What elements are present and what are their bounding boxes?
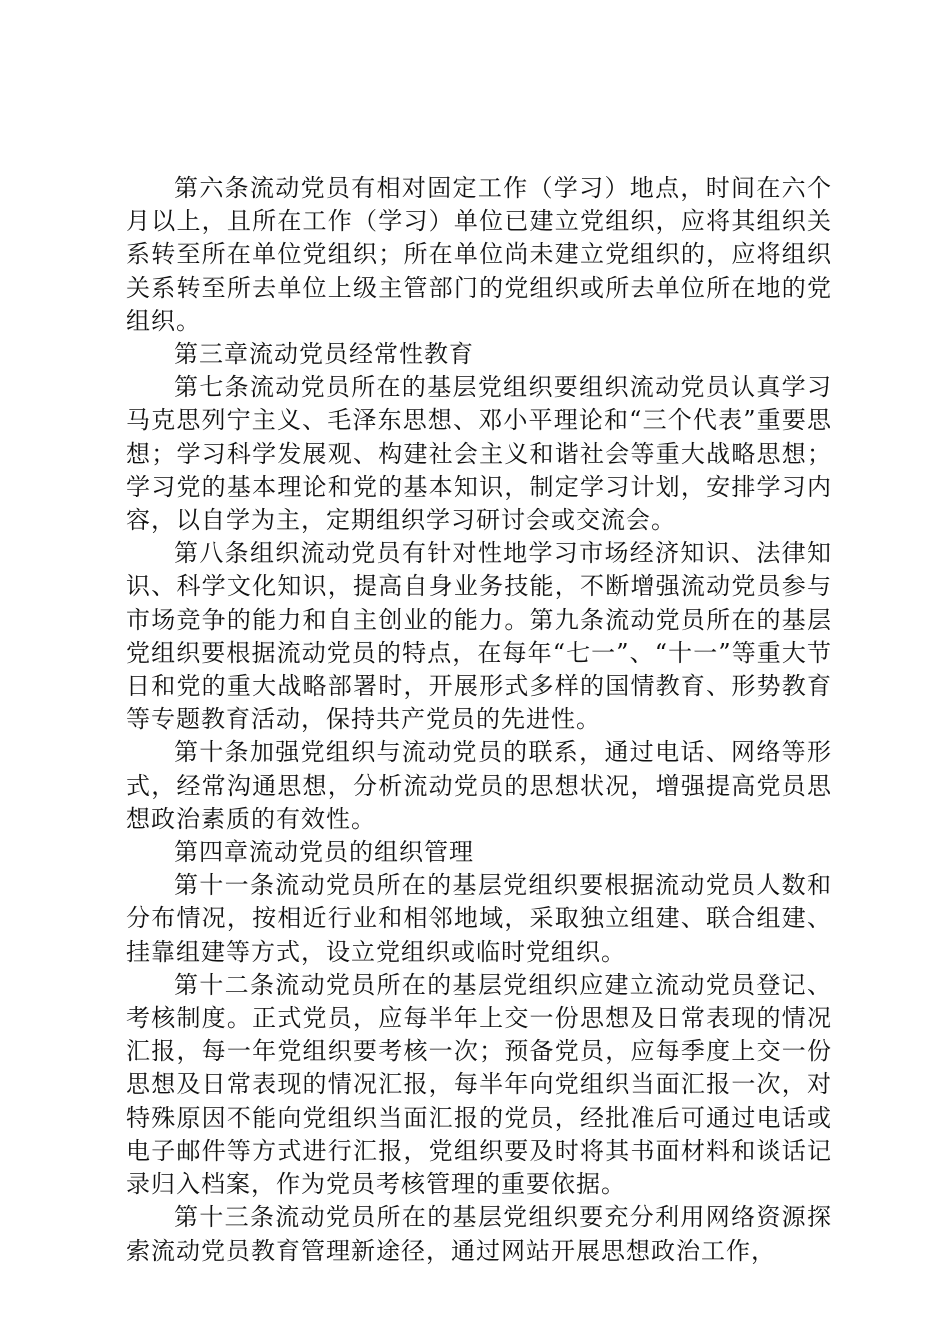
- article-6-paragraph: 第六条流动党员有相对固定工作（学习）地点，时间在六个月以上，且所在工作（学习）单位已建立党组织，应将其组织关系转至所在单位党组织；所在单位尚未建立党组织的，应将组织关系转至所去单位上级主管部门的党组织或所去单位所在地的党组织。: [126, 174, 832, 335]
- article-13-paragraph: 第十三条流动党员所在的基层党组织要充分利用网络资源探索流动党员教育管理新途径，通过网站开展思想政治工作，: [126, 1203, 832, 1265]
- article-11-paragraph: 第十一条流动党员所在的基层党组织要根据流动党员人数和分布情况，按相近行业和相邻地域，采取独立组建、联合组建、挂靠组建等方式，设立党组织或临时党组织。: [126, 871, 832, 966]
- chapter-4-heading: 第四章流动党员的组织管理: [174, 838, 474, 867]
- chapter-3-heading: 第三章流动党员经常性教育: [174, 340, 474, 369]
- article-12-paragraph: 第十二条流动党员所在的基层党组织应建立流动党员登记、考核制度。正式党员，应每半年上交一份思想及日常表现的情况汇报，每一年党组织要考核一次；预备党员，应每季度上交一份思想及日常表现的情况汇报，每半年向党组织当面汇报一次，对特殊原因不能向党组织当面汇报的党员，经批准后可通过电话或电子邮件等方式进行汇报，党组织要及时将其书面材料和谈话记录归入档案，作为党员考核管理的重要依据。: [126, 970, 832, 1199]
- article-8-9-paragraph: 第八条组织流动党员有针对性地学习市场经济知识、法律知识、科学文化知识，提高自身业务技能，不断增强流动党员参与市场竞争的能力和自主创业的能力。第九条流动党员所在的基层党组织要根据流动党员的特点，在每年“七一”、“十一”等重大节日和党的重大战略部署时，开展形式多样的国情教育、形势教育等专题教育活动，保持共产党员的先进性。: [126, 539, 832, 734]
- article-10-paragraph: 第十条加强党组织与流动党员的联系，通过电话、网络等形式，经常沟通思想，分析流动党员的思想状况，增强提高党员思想政治素质的有效性。: [126, 738, 832, 833]
- document-body: [126, 172, 832, 1268]
- article-7-paragraph: 第七条流动党员所在的基层党组织要组织流动党员认真学习马克思列宁主义、毛泽东思想、邓小平理论和“三个代表”重要思想；学习科学发展观、构建社会主义和谐社会等重大战略思想；学习党的基本理论和党的基本知识，制定学习计划，安排学习内容，以自学为主，定期组织学习研讨会或交流会。: [126, 373, 832, 535]
